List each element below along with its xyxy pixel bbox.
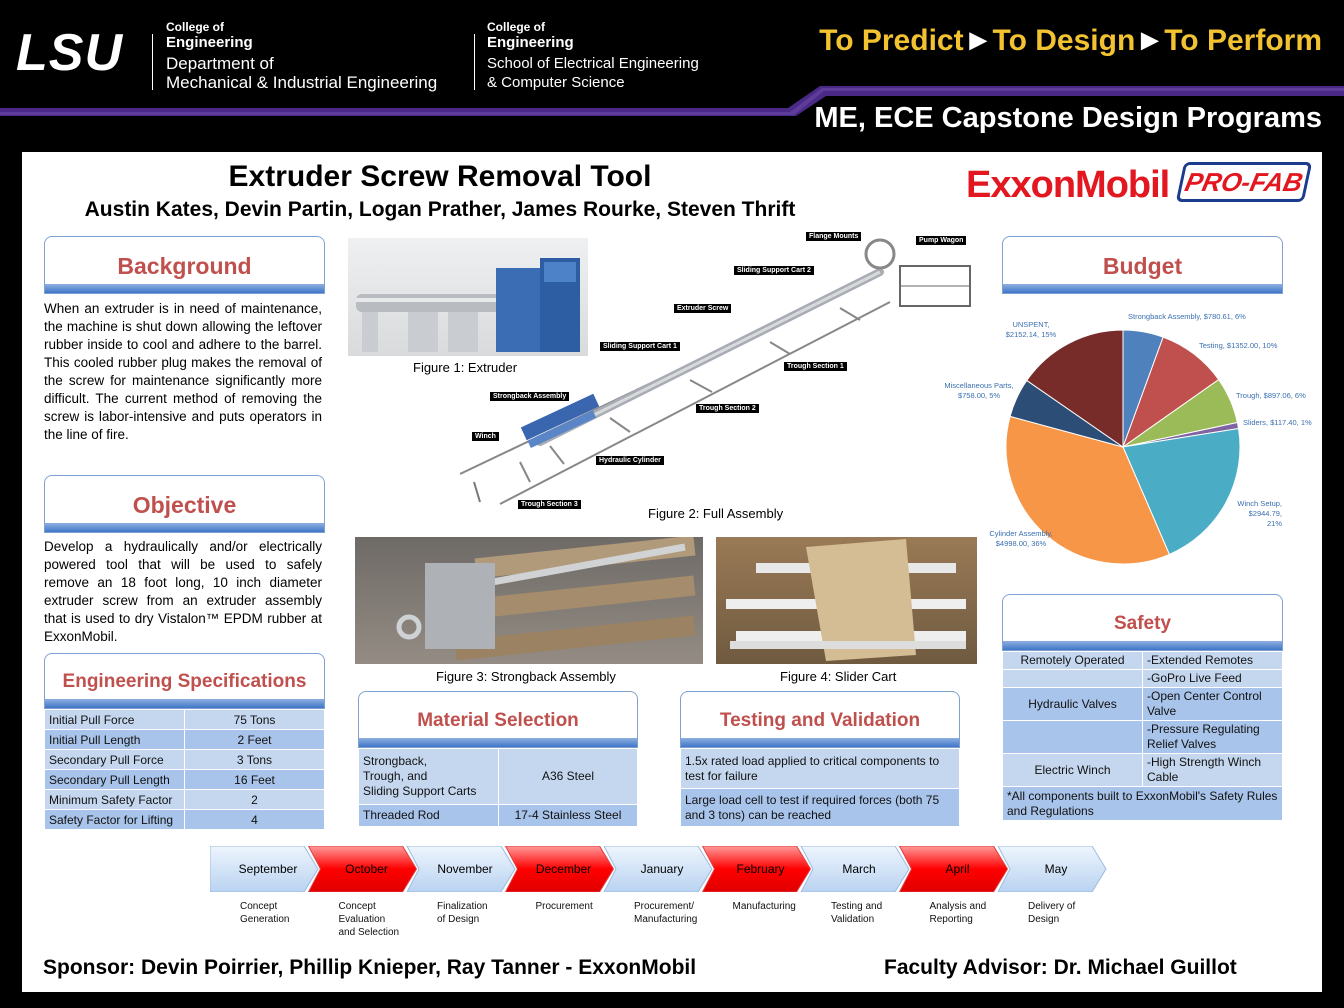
tagline-design: To Design bbox=[992, 24, 1136, 57]
spec-value: 16 Feet bbox=[185, 770, 325, 790]
testing-item: 1.5x rated load applied to critical components to test for failure bbox=[681, 749, 960, 789]
spec-row bbox=[45, 710, 325, 730]
strongback-photo bbox=[355, 537, 703, 664]
material-part: Strongback, Trough, and Sliding Support Carts bbox=[359, 749, 499, 805]
safety-note: *All components built to ExxonMobil's Safety Rules and Regulations bbox=[1003, 787, 1283, 821]
dept-line-2: & Computer Science bbox=[487, 74, 625, 91]
spec-name: Initial Pull Length bbox=[45, 730, 185, 750]
spec-value: 2 Feet bbox=[185, 730, 325, 750]
testing-table bbox=[680, 748, 960, 827]
testing-item: Large load cell to test if required forces (both 75 and 3 tons) can be reached bbox=[681, 789, 960, 827]
background-heading: Background bbox=[117, 253, 252, 279]
exxonmobil-logo: ExxonMobil bbox=[966, 164, 1170, 206]
spec-name: Minimum Safety Factor bbox=[45, 790, 185, 810]
safety-item: Hydraulic Valves bbox=[1003, 688, 1143, 721]
timeline-task: Manufacturing bbox=[732, 901, 796, 912]
timeline-arrow-april bbox=[900, 846, 1008, 892]
safety-item: Electric Winch bbox=[1003, 754, 1143, 787]
poster-title: Extruder Screw Removal Tool bbox=[228, 160, 652, 193]
label-strongback: Strongback Assembly bbox=[490, 392, 569, 401]
material-table bbox=[358, 748, 638, 827]
safety-row bbox=[1003, 721, 1283, 754]
figure-4-caption: Figure 4: Slider Cart bbox=[780, 669, 897, 684]
material-value: 17-4 Stainless Steel bbox=[499, 805, 638, 827]
timeline-month: November bbox=[437, 862, 493, 876]
figure-2-caption: Figure 2: Full Assembly bbox=[648, 506, 784, 521]
timeline-tasks bbox=[210, 900, 1112, 944]
play-arrow-icon: ▶ bbox=[969, 27, 987, 52]
dept-line-2: Mechanical & Industrial Engineering bbox=[166, 73, 438, 92]
slider-cart-illustration bbox=[716, 537, 977, 664]
advisor-line: Faculty Advisor: Dr. Michael Guillot bbox=[884, 956, 1237, 979]
assembly-illustration bbox=[460, 232, 980, 514]
objective-text: Develop a hydraulically and/or electrically powered tool that will be used to safely remove an 18 foot long, 10 inch diameter extruder screw from an extruder assembly that is used to dry Vistalon™ EPDM rubber at ExxonMobil. bbox=[44, 539, 322, 644]
material-heading: Material Selection bbox=[417, 710, 579, 731]
timeline-task: Procurement bbox=[535, 901, 593, 912]
safety-item bbox=[1003, 721, 1143, 754]
label-extruder-screw: Extruder Screw bbox=[674, 304, 731, 313]
timeline-arrow-november bbox=[407, 846, 515, 892]
safety-item bbox=[1003, 670, 1143, 688]
specs-heading: Engineering Specifications bbox=[62, 671, 307, 692]
spec-row bbox=[45, 750, 325, 770]
dept-line-1: School of Electrical Engineering bbox=[487, 55, 699, 72]
label-trough-2: Trough Section 2 bbox=[696, 404, 759, 413]
timeline-task: Procurement/ Manufacturing bbox=[634, 901, 698, 925]
spec-value: 3 Tons bbox=[185, 750, 325, 770]
material-part: Threaded Rod bbox=[359, 805, 499, 827]
section-bar bbox=[359, 738, 637, 747]
timeline-month: January bbox=[640, 862, 684, 876]
timeline-task: Concept Evaluation and Selection bbox=[338, 901, 400, 938]
label-trough-1: Trough Section 1 bbox=[784, 362, 847, 371]
material-value: A36 Steel bbox=[499, 749, 638, 805]
label-hydraulic-cylinder: Hydraulic Cylinder bbox=[596, 456, 664, 465]
safety-row bbox=[1003, 670, 1283, 688]
timeline-month: February bbox=[736, 862, 785, 876]
pie-label-misc: Miscellaneous Parts, $758.00, 5% bbox=[944, 381, 1014, 400]
pie-label-cylinder: Cylinder Assembly, $4998.00, 36% bbox=[989, 529, 1053, 548]
testing-heading: Testing and Validation bbox=[719, 710, 921, 731]
testing-header bbox=[680, 691, 960, 748]
timeline-month: March bbox=[842, 862, 876, 876]
play-arrow-icon: ▶ bbox=[1141, 27, 1159, 52]
section-bar bbox=[45, 699, 324, 708]
sponsor-line: Sponsor: Devin Poirrier, Phillip Knieper, Ray Tanner - ExxonMobil bbox=[43, 956, 697, 979]
material-header bbox=[358, 691, 638, 748]
safety-measure: -High Strength Winch Cable bbox=[1143, 754, 1283, 787]
poster-authors: Austin Kates, Devin Partin, Logan Prather, James Rourke, Steven Thrift bbox=[84, 198, 796, 221]
tagline bbox=[819, 24, 1322, 58]
timeline-month: September bbox=[238, 862, 298, 876]
timeline-task: Testing and Validation bbox=[831, 901, 883, 925]
spec-row bbox=[45, 730, 325, 750]
timeline-arrow-september bbox=[210, 846, 318, 892]
section-bar bbox=[1003, 641, 1282, 650]
timeline-arrow-october bbox=[309, 846, 417, 892]
full-assembly-drawing bbox=[460, 232, 980, 514]
college-label: College of bbox=[166, 20, 225, 34]
pie-label-trough: Trough, $897.06, 6% bbox=[1236, 391, 1306, 400]
background-header bbox=[44, 236, 325, 294]
dept-line-1: Department of bbox=[166, 54, 274, 73]
label-trough-3: Trough Section 3 bbox=[518, 500, 581, 509]
safety-measure: -Extended Remotes bbox=[1143, 652, 1283, 670]
timeline-arrow-december bbox=[506, 846, 614, 892]
college-name: Engineering bbox=[166, 34, 253, 51]
pie-label-winch: Winch Setup, $2944.79, 21% bbox=[1237, 499, 1282, 528]
spec-value: 2 bbox=[185, 790, 325, 810]
spec-value: 4 bbox=[185, 810, 325, 830]
section-bar bbox=[45, 284, 324, 293]
tagline-predict: To Predict bbox=[819, 24, 964, 57]
safety-row bbox=[1003, 652, 1283, 670]
safety-item: Remotely Operated bbox=[1003, 652, 1143, 670]
budget-heading: Budget bbox=[1102, 253, 1183, 279]
timeline-arrow-february bbox=[703, 846, 811, 892]
college-name: Engineering bbox=[487, 34, 574, 51]
lsu-logo: LSU bbox=[16, 24, 123, 82]
spec-row bbox=[45, 810, 325, 830]
program-title: ME, ECE Capstone Design Programs bbox=[814, 102, 1322, 134]
timeline-arrow-march bbox=[801, 846, 909, 892]
section-bar bbox=[1003, 284, 1282, 293]
strongback-illustration bbox=[355, 537, 703, 664]
label-sliding-cart-1: Sliding Support Cart 1 bbox=[600, 342, 680, 351]
timeline-arrow-january bbox=[604, 846, 712, 892]
spec-name: Initial Pull Force bbox=[45, 710, 185, 730]
spec-name: Secondary Pull Length bbox=[45, 770, 185, 790]
timeline-month: December bbox=[535, 862, 592, 876]
header-banner bbox=[0, 0, 1344, 152]
spec-value: 75 Tons bbox=[185, 710, 325, 730]
label-winch: Winch bbox=[472, 432, 499, 441]
safety-header bbox=[1002, 594, 1283, 651]
timeline-task: Finalization of Design bbox=[437, 901, 488, 925]
section-bar bbox=[45, 523, 324, 532]
spec-name: Secondary Pull Force bbox=[45, 750, 185, 770]
pie-label-strongback: Strongback Assembly, $780.61, 6% bbox=[1128, 312, 1246, 321]
figure-1-caption: Figure 1: Extruder bbox=[413, 360, 518, 375]
safety-measure: -Pressure Regulating Relief Valves bbox=[1143, 721, 1283, 754]
spec-name: Safety Factor for Lifting bbox=[45, 810, 185, 830]
objective-heading: Objective bbox=[132, 492, 237, 518]
tagline-perform: To Perform bbox=[1164, 24, 1322, 57]
spec-row bbox=[45, 790, 325, 810]
specs-header bbox=[44, 653, 325, 709]
safety-row bbox=[1003, 754, 1283, 787]
safety-row bbox=[1003, 688, 1283, 721]
timeline-arrows bbox=[210, 846, 1112, 892]
pie-label-sliders: Sliders, $117.40, 1% bbox=[1243, 418, 1312, 427]
figure-3-caption: Figure 3: Strongback Assembly bbox=[436, 669, 616, 684]
label-sliding-cart-2: Sliding Support Cart 2 bbox=[734, 266, 814, 275]
timeline-task: Analysis and Reporting bbox=[929, 901, 987, 925]
background-text: When an extruder is in need of maintenance, the machine is shut down allowing the leftover rubber inside to cool and adhere to the barrel. This cooled rubber plug makes the removal of the screw for maintenance significantly more difficult. The current method of removing the screw is labor-intensive and puts operators in the line of fire. bbox=[44, 301, 322, 442]
spec-row bbox=[45, 770, 325, 790]
label-flange-mounts: Flange Mounts bbox=[806, 232, 861, 241]
timeline-month: April bbox=[945, 862, 970, 876]
specs-table bbox=[44, 709, 325, 830]
section-bar bbox=[681, 738, 959, 747]
safety-measure: -Open Center Control Valve bbox=[1143, 688, 1283, 721]
profab-logo: PRO-FAB bbox=[1176, 162, 1313, 202]
timeline-task: Concept Generation bbox=[240, 901, 290, 925]
college-label: College of bbox=[487, 20, 546, 34]
safety-measure: -GoPro Live Feed bbox=[1143, 670, 1283, 688]
label-pump-wagon: Pump Wagon bbox=[916, 236, 966, 245]
slider-cart-photo bbox=[716, 537, 977, 664]
timeline-task: Delivery of Design bbox=[1028, 901, 1076, 925]
timeline-month: May bbox=[1044, 862, 1068, 876]
objective-header bbox=[44, 475, 325, 533]
safety-heading: Safety bbox=[1113, 613, 1172, 634]
timeline-month: October bbox=[345, 862, 388, 876]
budget-header bbox=[1002, 236, 1283, 294]
safety-table bbox=[1002, 651, 1283, 821]
timeline-arrow-may bbox=[998, 846, 1106, 892]
pie-label-testing: Testing, $1352.00, 10% bbox=[1199, 341, 1278, 350]
pie-label-unspent: UNSPENT, $2152.14, 15% bbox=[1005, 320, 1057, 339]
